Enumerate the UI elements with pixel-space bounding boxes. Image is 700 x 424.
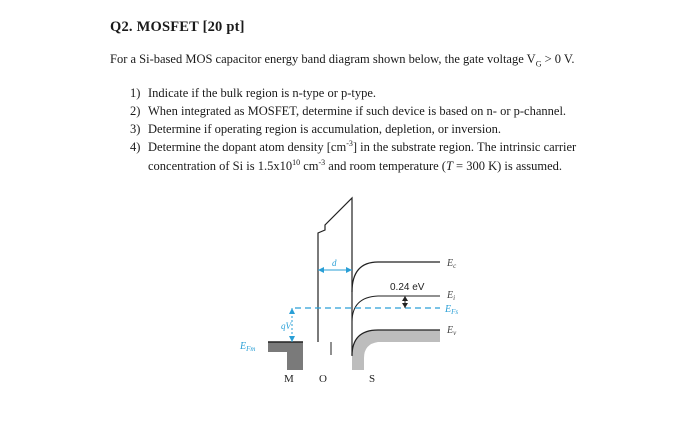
label-ev: $E_v$ (447, 325, 457, 337)
item-text: concentration of Si is 1.5x10 (148, 159, 293, 174)
intro-text-end: > 0 V. (541, 52, 575, 66)
label-o: O (319, 373, 327, 385)
label-qv: qV (281, 321, 291, 331)
intro-subscript: G (535, 59, 542, 69)
label-d: d (332, 258, 337, 268)
label-m: M (284, 373, 294, 385)
qv-arrow-down-icon (289, 336, 295, 342)
item-text: cm (300, 159, 319, 174)
item-number: 4) (130, 140, 141, 155)
item-text: Indicate if the bulk region is n-type or p-type. (148, 86, 377, 100)
label-energy: 0.24 eV (390, 282, 425, 293)
item-text: When integrated as MOSFET, determine if such device is based on n- or p-channel. (148, 104, 567, 118)
label-efs: $E_{Fs}$ (445, 304, 459, 316)
label-ei: $E_i$ (447, 290, 456, 302)
qv-arrow-up-icon (289, 308, 295, 314)
question-title: Q2. MOSFET [20 pt] (110, 19, 245, 35)
item-text: ] in the substrate region. The intrinsic carrier (352, 140, 577, 155)
item-italic: T (445, 159, 453, 174)
d-arrow-right-icon (346, 267, 352, 273)
item-superscript: -3 (346, 139, 353, 148)
label-ec: $E_c$ (447, 258, 457, 270)
item-number: 1) (130, 86, 141, 100)
intrinsic-level (352, 296, 440, 322)
item-text: = 300 K) is assumed. (452, 159, 563, 174)
item-text: Determine if operating region is accumulation, depletion, or inversion. (148, 122, 502, 136)
intro-text: For a Si-based MOS capacitor energy band diagram shown below, the gate voltage V (110, 52, 536, 66)
energy-arrow-up-icon (402, 296, 408, 301)
energy-arrow-down-icon (402, 303, 408, 308)
label-s: S (369, 373, 376, 385)
valence-band-fill (352, 330, 440, 370)
oxide-barrier-outline (318, 198, 352, 355)
label-efm: $E_{Fm}$ (240, 341, 256, 353)
item-number: 3) (130, 122, 141, 136)
item-superscript: 10 (292, 158, 301, 167)
item-text: Determine the dopant atom density [cm (148, 140, 347, 155)
item-text: and room temperature ( (325, 159, 446, 174)
d-arrow-left-icon (318, 267, 324, 273)
metal-block (268, 342, 303, 370)
item-superscript: -3 (318, 158, 326, 167)
item-number: 2) (130, 104, 141, 118)
